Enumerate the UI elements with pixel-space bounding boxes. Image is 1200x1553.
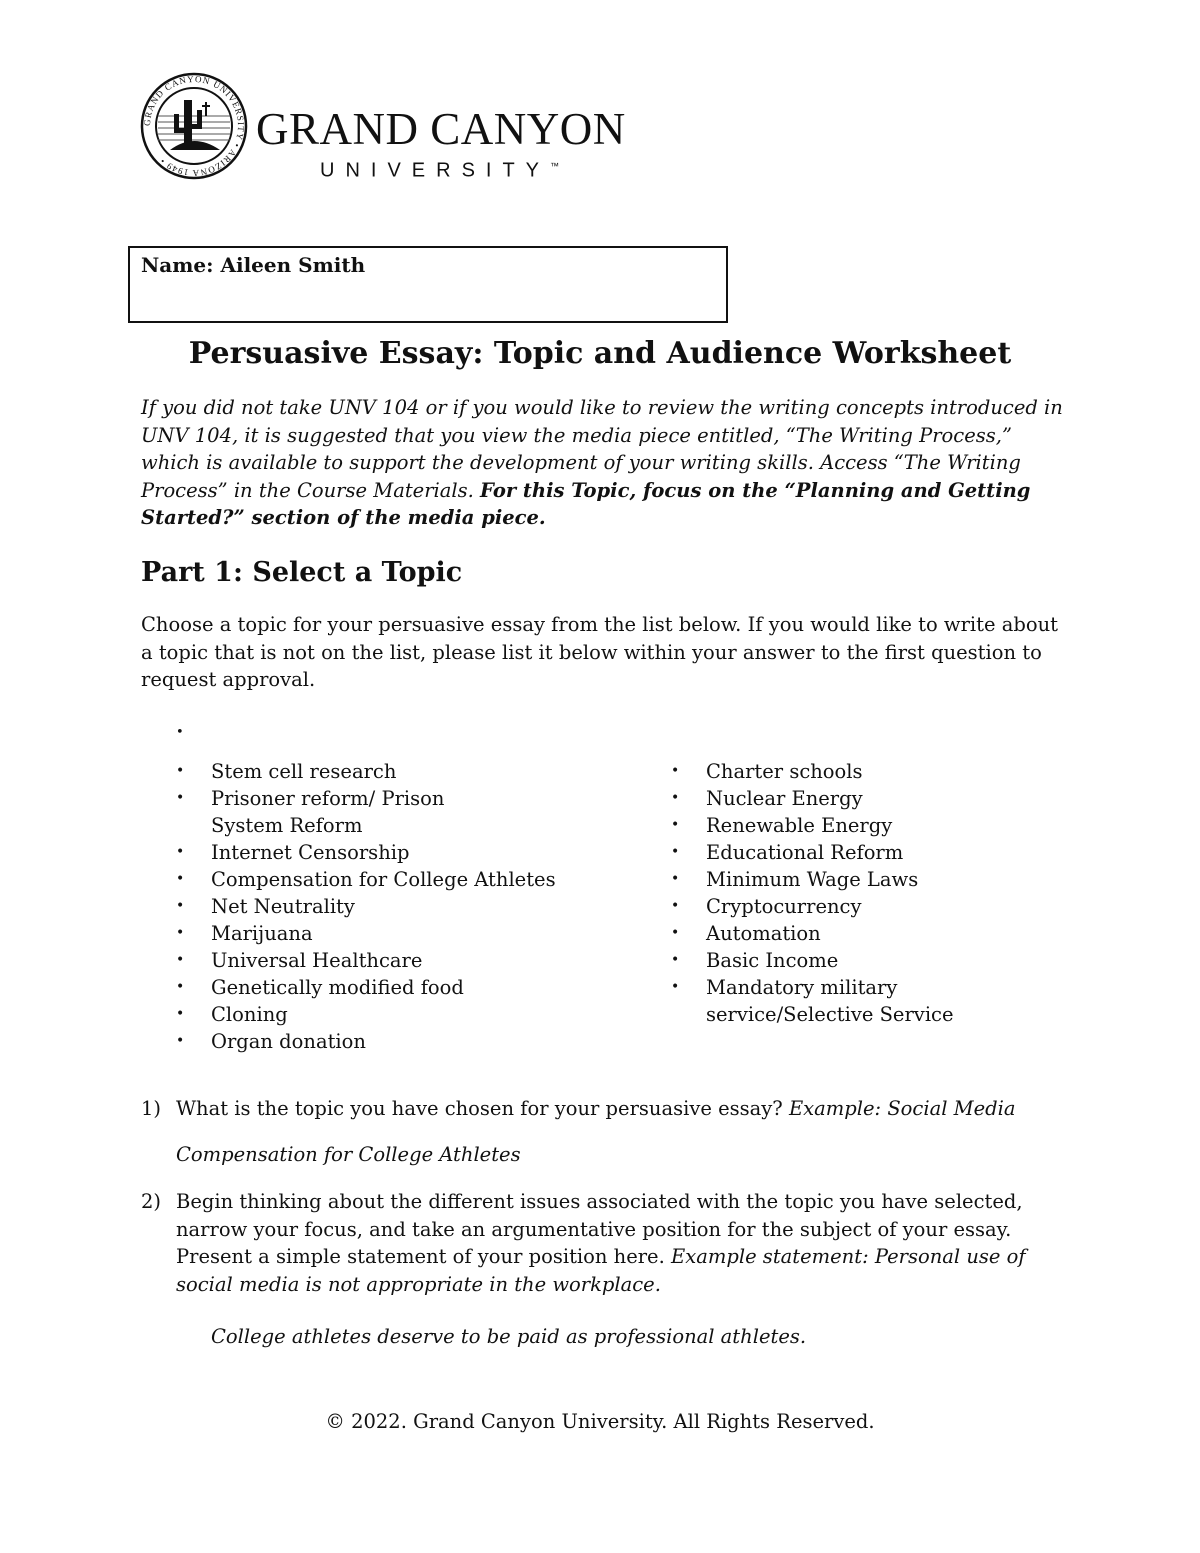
topic-list-item: • Prisoner reform/ Prison System Reform	[176, 785, 521, 839]
topic-list-item: • Internet Censorship	[176, 839, 596, 866]
question-1	[141, 1095, 1071, 1123]
empty-bullet: •	[176, 725, 184, 740]
topic-list-item: • Stem cell research	[176, 758, 596, 785]
topic-list-item: • Educational Reform	[671, 839, 1071, 866]
page-title: Persuasive Essay: Topic and Audience Worksheet	[188, 336, 1012, 371]
trademark-symbol: ™	[550, 161, 560, 171]
intro-paragraph	[141, 394, 1071, 532]
topic-list-item: • Compensation for College Athletes	[176, 866, 596, 893]
wordmark-line2: UNIVERSITY	[320, 159, 551, 182]
intro-italic-text: If you did not take UNV 104 or if you would like to review the writing concepts introduced in UNV 104, it is suggested that you view the media piece entitled, “The Writing Process,” which is available to support the development of your writing skills. Access “The Writing Process” in the Course Materials.	[141, 396, 1063, 502]
topic-list-right	[671, 758, 1071, 1028]
topic-list-item: • Nuclear Energy	[671, 785, 1071, 812]
copyright-footer: © 2022. Grand Canyon University. All Rights Reserved.	[325, 1410, 875, 1433]
seal-text: GRAND CANYON UNIVERSITY • ARIZONA 1949 •	[141, 73, 247, 179]
topic-list-item: • Cryptocurrency	[671, 893, 1071, 920]
part1-heading: Part 1: Select a Topic	[141, 557, 463, 588]
university-seal-logo	[140, 72, 248, 180]
topic-list-item: • Net Neutrality	[176, 893, 596, 920]
topic-list-item: • Charter schools	[671, 758, 1071, 785]
question-number: 1)	[141, 1097, 162, 1120]
topic-list-item: • Organ donation	[176, 1028, 596, 1055]
cactus-icon	[156, 100, 232, 152]
name-field-box	[128, 246, 728, 323]
question-example: Example statement: Personal use of social media is not appropriate in the workplace.	[176, 1245, 1026, 1296]
topic-list-item: • Minimum Wage Laws	[671, 866, 1071, 893]
wordmark-line1: GRAND CANYON	[256, 104, 626, 154]
question-text: Begin thinking about the different issues associated with the topic you have selected, narrow your focus, and take an argumentative position for the subject of your essay. Present a simple statement of your position here.	[176, 1190, 1023, 1268]
topic-list-item: • Automation	[671, 920, 1071, 947]
topic-list-item: • Marijuana	[176, 920, 596, 947]
intro-bold-text: For this Topic, focus on the “Planning and Getting Started?” section of the media piece.	[141, 478, 1031, 529]
question-2	[141, 1188, 1071, 1298]
question-text: What is the topic you have chosen for your persuasive essay?	[176, 1097, 789, 1120]
topic-list-left	[176, 758, 596, 1055]
topic-list-item: • Genetically modified food	[176, 974, 596, 1001]
university-wordmark	[256, 104, 626, 183]
part1-instructions: Choose a topic for your persuasive essay from the list below. If you would like to write about a topic that is not on the list, please list it below within your answer to the first question to request approval.	[141, 613, 1058, 691]
question-example: Example: Social Media	[788, 1097, 1016, 1120]
answer-2: College athletes deserve to be paid as professional athletes.	[211, 1325, 807, 1348]
question-number: 2)	[141, 1190, 162, 1213]
topic-list-item: • Basic Income	[671, 947, 1071, 974]
topic-list-item: • Cloning	[176, 1001, 596, 1028]
answer-1: Compensation for College Athletes	[176, 1143, 521, 1166]
topic-list-item: • Mandatory military service/Selective Service	[671, 974, 1066, 1028]
name-field: Name: Aileen Smith	[141, 253, 366, 277]
topic-list-item: • Universal Healthcare	[176, 947, 596, 974]
topic-list-item: • Renewable Energy	[671, 812, 1071, 839]
